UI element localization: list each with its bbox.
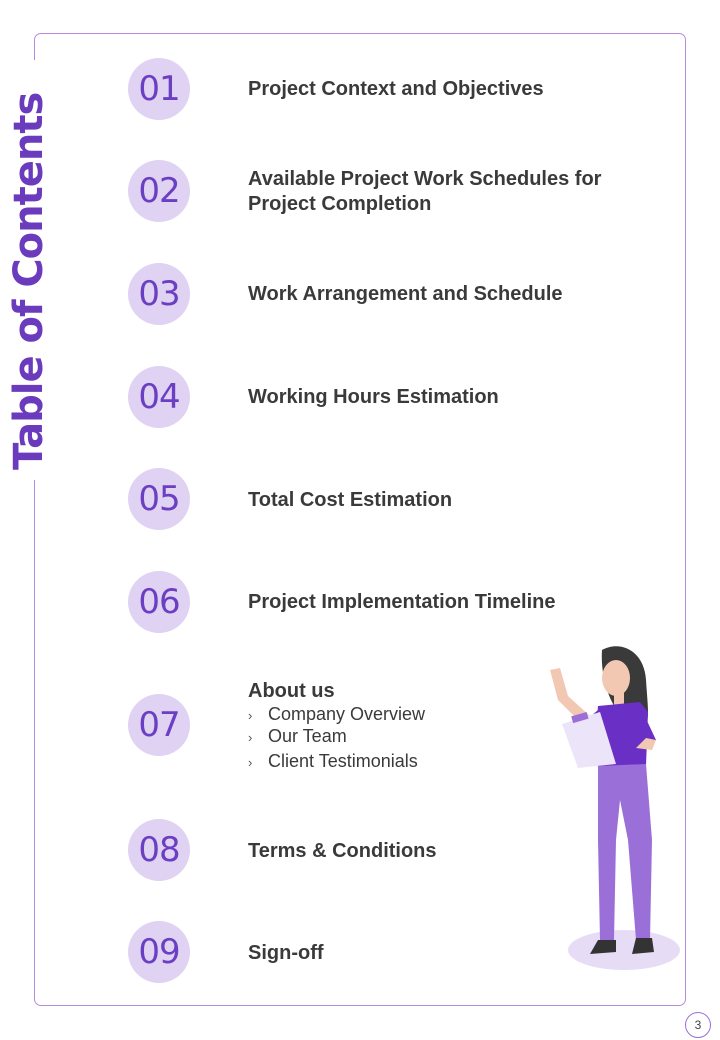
item-number: 05: [128, 468, 190, 530]
item-number: 09: [128, 921, 190, 983]
toc-item-work-arrangement[interactable]: Work Arrangement and Schedule: [248, 283, 563, 305]
toc-item-project-context[interactable]: Project Context and Objectives: [248, 78, 544, 100]
toc-item-work-schedules[interactable]: Available Project Work Schedules for Project Completion: [248, 168, 602, 215]
item-number: 04: [128, 366, 190, 428]
chevron-right-icon: ›: [248, 708, 253, 723]
toc-item-terms[interactable]: Terms & Conditions: [248, 840, 437, 862]
chevron-right-icon: ›: [248, 755, 253, 770]
toc-item-total-cost[interactable]: Total Cost Estimation: [248, 489, 453, 511]
toc-item-about-us[interactable]: About us: [248, 680, 335, 702]
sub-item-client-testimonials[interactable]: › Client Testimonials: [248, 751, 418, 771]
page-number: 3: [685, 1012, 711, 1038]
item-number: 03: [128, 263, 190, 325]
page-title: Table of Contents: [6, 92, 52, 470]
item-number: 07: [128, 694, 190, 756]
sub-item-our-team[interactable]: › Our Team: [248, 726, 347, 746]
woman-with-clipboard-illustration: [540, 640, 690, 980]
item-number: 01: [128, 58, 190, 120]
item-number: 06: [128, 571, 190, 633]
toc-item-working-hours[interactable]: Working Hours Estimation: [248, 386, 499, 408]
toc-item-implementation-timeline[interactable]: Project Implementation Timeline: [248, 591, 556, 613]
sub-item-company-overview[interactable]: › Company Overview: [248, 704, 426, 724]
item-number: 08: [128, 819, 190, 881]
toc-item-sign-off[interactable]: Sign-off: [248, 942, 324, 964]
chevron-right-icon: ›: [248, 730, 253, 745]
item-number: 02: [128, 160, 190, 222]
